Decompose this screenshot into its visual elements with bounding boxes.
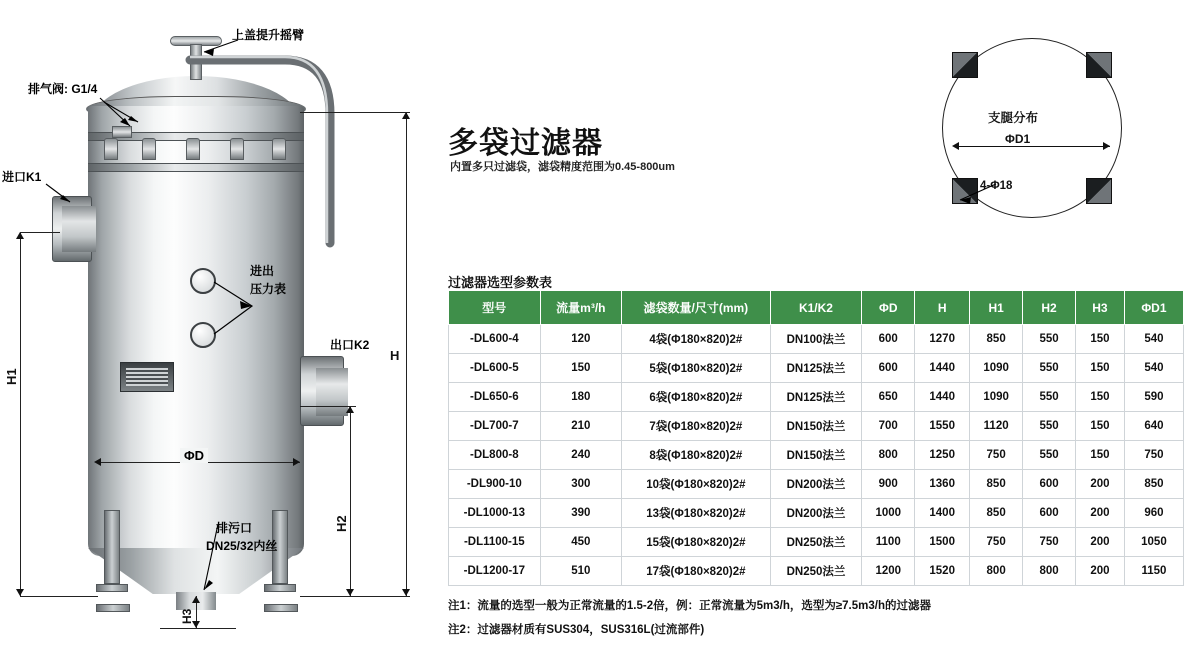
cell-h: 1500: [915, 528, 970, 557]
leg-d1-label: ΦD1: [1002, 132, 1033, 146]
cell-bags: 10袋(Φ180×820)2#: [622, 470, 771, 499]
vessel-nameplate: [120, 362, 174, 392]
cell-h3: 200: [1076, 499, 1125, 528]
leg-d1-arrow-right: [1103, 142, 1110, 150]
label-pressure-gauge-2: 压力表: [250, 282, 287, 296]
product-title: 多袋过滤器: [448, 127, 603, 160]
dim-H-text: H: [390, 348, 400, 363]
cell-h3: 150: [1076, 354, 1125, 383]
cell-bags: 15袋(Φ180×820)2#: [622, 528, 771, 557]
cell-h: 1360: [915, 470, 970, 499]
cell-h3: 150: [1076, 412, 1125, 441]
cell-flow: 240: [540, 441, 621, 470]
table-row: [449, 499, 1184, 528]
dim-H-ext-bottom: [300, 596, 410, 597]
table-row: [449, 354, 1184, 383]
cell-bags: 17袋(Φ180×820)2#: [622, 557, 771, 586]
cell-k1k2: DN200法兰: [770, 470, 862, 499]
dim-H-ext-top: [300, 112, 410, 113]
cell-h2: 550: [1023, 412, 1076, 441]
dim-H1-text: H1: [4, 368, 19, 385]
th-h3: H3: [1076, 291, 1125, 325]
cell-flow: 210: [540, 412, 621, 441]
cell-bags: 8袋(Φ180×820)2#: [622, 441, 771, 470]
dim-H2-text: H2: [334, 515, 349, 532]
cell-h2: 550: [1023, 441, 1076, 470]
note-2: 注2：过滤器材质有SUS304，SUS316L(过流部件): [448, 624, 705, 636]
cell-h3: 200: [1076, 470, 1125, 499]
table-row: [449, 470, 1184, 499]
leg-hole-leader: [952, 178, 998, 204]
cell-k1k2: DN150法兰: [770, 412, 862, 441]
vent-valve-leader: [96, 96, 152, 136]
dim-D-arrow-left: [94, 458, 101, 466]
leg-hole-label: 4-Φ18: [980, 180, 1013, 192]
dim-H2-arrow-top: [346, 406, 354, 413]
dim-H-line: [406, 112, 407, 596]
cell-h2: 750: [1023, 528, 1076, 557]
cell-h1: 800: [970, 557, 1023, 586]
cell-h3: 150: [1076, 441, 1125, 470]
cell-phid: 1100: [862, 528, 915, 557]
th-flow: 流量m³/h: [540, 291, 621, 325]
cell-h: 1520: [915, 557, 970, 586]
cell-h3: 150: [1076, 325, 1125, 354]
cell-phid: 1000: [862, 499, 915, 528]
dim-H2-ext-top: [300, 406, 356, 407]
cell-phid1: 590: [1124, 383, 1183, 412]
cell-h1: 1090: [970, 354, 1023, 383]
cell-model: -DL900-10: [449, 470, 541, 499]
cell-model: -DL800-8: [449, 441, 541, 470]
dim-H1-line: [20, 232, 21, 596]
support-foot-left: [96, 584, 128, 592]
leg-d1-arrow-left: [952, 142, 959, 150]
cell-h2: 550: [1023, 354, 1076, 383]
note-1: 注1：流量的选型一般为正常流量的1.5-2倍，例：正常流量为5m3/h，选型为≥7.5m3/h的过滤器: [448, 600, 931, 612]
support-baseplate-right: [264, 604, 298, 612]
cell-h2: 550: [1023, 383, 1076, 412]
th-bags: 滤袋数量/尺寸(mm): [622, 291, 771, 325]
inlet-flange-face: [62, 206, 96, 252]
cell-phid1: 1150: [1124, 557, 1183, 586]
cell-phid1: 640: [1124, 412, 1183, 441]
cell-h2: 800: [1023, 557, 1076, 586]
table-header-row: [449, 291, 1184, 325]
dim-D-text: ΦD: [180, 448, 208, 463]
table-row: [449, 441, 1184, 470]
table-caption: 过滤器选型参数表: [448, 275, 553, 290]
th-h2: H2: [1023, 291, 1076, 325]
cell-phid1: 1050: [1124, 528, 1183, 557]
dim-H-arrow-top: [402, 112, 410, 119]
right-panel: [448, 0, 1190, 657]
cell-h2: 600: [1023, 499, 1076, 528]
cell-h3: 150: [1076, 383, 1125, 412]
cell-flow: 300: [540, 470, 621, 499]
label-drain-spec: DN25/32内丝: [206, 539, 278, 553]
cell-k1k2: DN125法兰: [770, 354, 862, 383]
th-phid1: ΦD1: [1124, 291, 1183, 325]
clamp-bolt-1: [104, 138, 118, 160]
cell-phid: 600: [862, 325, 915, 354]
label-outlet-k2: 出口K2: [330, 338, 370, 352]
cell-phid1: 750: [1124, 441, 1183, 470]
cell-h1: 850: [970, 325, 1023, 354]
dim-H2-arrow-bottom: [346, 589, 354, 596]
product-subtitle: 内置多只过滤袋，滤袋精度范围为0.45-800um: [450, 161, 675, 173]
clamp-bolt-2: [142, 138, 156, 160]
leg-d1-dimension-line: [954, 146, 1110, 147]
cell-phid: 800: [862, 441, 915, 470]
label-drain-port: 排污口: [216, 521, 253, 535]
support-leg-left: [104, 510, 120, 584]
th-model: 型号: [449, 291, 541, 325]
drain-leader: [196, 520, 222, 600]
cell-bags: 13袋(Φ180×820)2#: [622, 499, 771, 528]
cell-model: -DL600-5: [449, 354, 541, 383]
table-row: [449, 557, 1184, 586]
th-phid: ΦD: [862, 291, 915, 325]
cell-k1k2: DN150法兰: [770, 441, 862, 470]
leg-corner-bottom-right: [1086, 178, 1112, 204]
cell-bags: 7袋(Φ180×820)2#: [622, 412, 771, 441]
cell-phid1: 960: [1124, 499, 1183, 528]
cell-model: -DL600-4: [449, 325, 541, 354]
support-foot-right: [264, 584, 296, 592]
cell-k1k2: DN100法兰: [770, 325, 862, 354]
outlet-flange-face: [316, 368, 348, 416]
support-baseplate-left: [96, 604, 130, 612]
cell-k1k2: DN250法兰: [770, 557, 862, 586]
cell-phid1: 540: [1124, 354, 1183, 383]
label-vent-valve: 排气阀: G1/4: [28, 82, 98, 96]
cell-h2: 600: [1023, 470, 1076, 499]
cell-h2: 550: [1023, 325, 1076, 354]
dim-H2-line: [350, 406, 351, 596]
th-h1: H1: [970, 291, 1023, 325]
leg-corner-top-left: [952, 52, 978, 78]
label-lid-lift-arm: 上盖提升摇臂: [232, 28, 305, 42]
th-h: H: [915, 291, 970, 325]
cell-bags: 5袋(Φ180×820)2#: [622, 354, 771, 383]
cell-h1: 1090: [970, 383, 1023, 412]
cell-h1: 850: [970, 499, 1023, 528]
cell-h: 1550: [915, 412, 970, 441]
cell-phid: 700: [862, 412, 915, 441]
filter-technical-drawing: [0, 0, 440, 657]
th-k1k2: K1/K2: [770, 291, 862, 325]
cell-flow: 120: [540, 325, 621, 354]
label-inlet-k1: 进口K1: [2, 170, 42, 184]
cell-model: -DL700-7: [449, 412, 541, 441]
cell-phid: 1200: [862, 557, 915, 586]
dim-H3-ext-bottom: [160, 628, 236, 629]
cell-h1: 850: [970, 470, 1023, 499]
table-row: [449, 528, 1184, 557]
cell-h1: 1120: [970, 412, 1023, 441]
cell-h3: 200: [1076, 528, 1125, 557]
cell-model: -DL650-6: [449, 383, 541, 412]
cell-phid1: 540: [1124, 325, 1183, 354]
label-pressure-gauge-1: 进出: [250, 264, 275, 278]
cell-h: 1440: [915, 354, 970, 383]
cell-flow: 180: [540, 383, 621, 412]
cell-h: 1270: [915, 325, 970, 354]
dim-D-arrow-right: [293, 458, 300, 466]
cell-k1k2: DN200法兰: [770, 499, 862, 528]
dim-H1-arrow-bottom: [16, 589, 24, 596]
cell-h3: 200: [1076, 557, 1125, 586]
cell-h1: 750: [970, 441, 1023, 470]
cell-flow: 390: [540, 499, 621, 528]
cell-flow: 150: [540, 354, 621, 383]
cell-h: 1400: [915, 499, 970, 528]
lift-arm-pipe: [180, 48, 350, 248]
cell-k1k2: DN125法兰: [770, 383, 862, 412]
leg-layout-title: 支腿分布: [988, 111, 1039, 125]
cell-bags: 6袋(Φ180×820)2#: [622, 383, 771, 412]
inlet-leader: [44, 182, 78, 208]
table-row: [449, 412, 1184, 441]
dim-H3-arrow-top: [192, 596, 200, 603]
cell-model: -DL1000-13: [449, 499, 541, 528]
cell-model: -DL1100-15: [449, 528, 541, 557]
cell-phid: 900: [862, 470, 915, 499]
dim-H1-ext-top: [20, 232, 60, 233]
cell-phid1: 850: [1124, 470, 1183, 499]
dim-H-arrow-bottom: [402, 589, 410, 596]
cell-flow: 510: [540, 557, 621, 586]
leg-corner-top-right: [1086, 52, 1112, 78]
cell-h1: 750: [970, 528, 1023, 557]
cell-h: 1440: [915, 383, 970, 412]
cell-phid: 650: [862, 383, 915, 412]
cell-k1k2: DN250法兰: [770, 528, 862, 557]
dim-H1-arrow-top: [16, 232, 24, 239]
spec-table: [448, 290, 1184, 586]
table-row: [449, 325, 1184, 354]
dim-H3-text: H3: [180, 608, 194, 624]
cell-phid: 600: [862, 354, 915, 383]
cell-bags: 4袋(Φ180×820)2#: [622, 325, 771, 354]
lid-arm-leader: [196, 36, 242, 58]
table-row: [449, 383, 1184, 412]
dim-H1-ext-bottom: [20, 596, 98, 597]
cell-h: 1250: [915, 441, 970, 470]
cell-flow: 450: [540, 528, 621, 557]
leg-layout-diagram: [926, 28, 1126, 228]
cell-model: -DL1200-17: [449, 557, 541, 586]
